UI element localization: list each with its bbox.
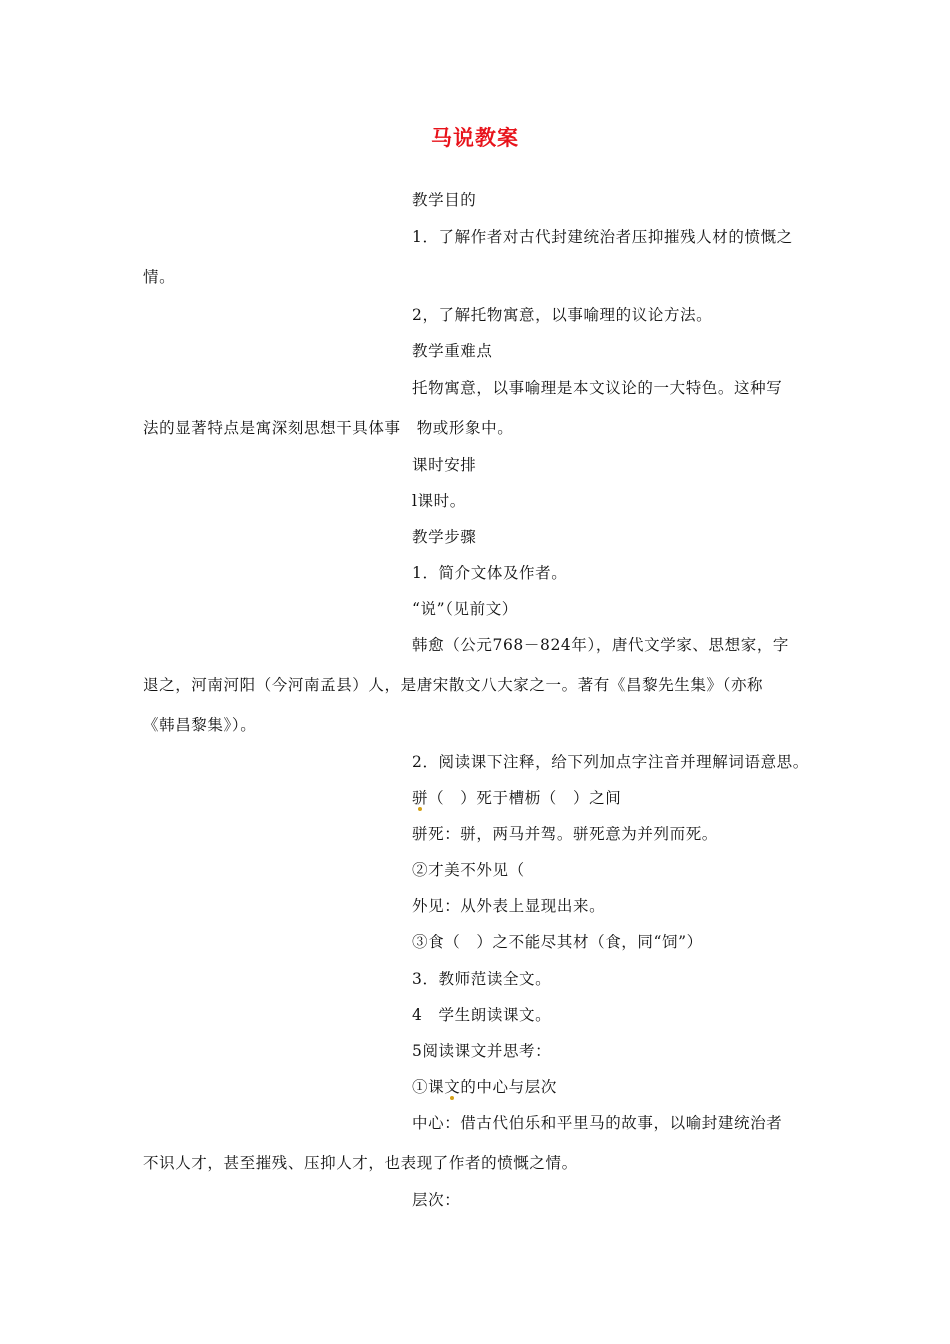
genre-note: “说”（见前文）	[412, 600, 518, 618]
key-points-line-2: 法的显著特点是寓深刻思想干具体事 物或形象中。	[143, 419, 514, 437]
center-idea-line-2: 不识人才，甚至摧残、压抑人才，也表现了作者的愤慨之情。	[143, 1154, 578, 1172]
heading-steps: 教学步骤	[412, 528, 477, 546]
vocab-item-1-explanation: 骈死：骈，两马并驾。骈死意为并列而死。	[412, 825, 718, 843]
key-points-line-1: 托物寓意，以事喻理是本文议论的一大特色。这种写	[412, 379, 783, 397]
author-intro-line-1: 韩愈（公元768－824年），唐代文学家、思想家，字	[412, 636, 790, 654]
document-title: 马说教案	[431, 126, 519, 150]
emphasis-dot	[418, 807, 422, 811]
vocab-item-3: ③食（ ）之不能尽其材（食，同“饲”）	[412, 933, 703, 951]
structure-heading: 层次：	[412, 1191, 461, 1209]
author-intro-line-2: 退之，河南河阳（今河南孟县）人，是唐宋散文八大家之一。著有《昌黎先生集》（亦称	[143, 676, 764, 694]
goal-2: 2，了解托物寓意，以事喻理的议论方法。	[412, 306, 713, 324]
heading-teaching-goals: 教学目的	[412, 191, 477, 209]
heading-schedule: 课时安排	[412, 456, 477, 474]
step-1: 1．简介文体及作者。	[412, 564, 568, 582]
emphasized-char	[412, 788, 428, 808]
vocab-item-2: ②才美不外见（	[412, 861, 525, 879]
emphasis-dot	[450, 1096, 454, 1100]
goal-1-line-2: 情。	[143, 268, 176, 286]
vocab-item-2-explanation: 外见：从外表上显现出来。	[412, 897, 606, 915]
question-1-rest: 的中心与层次	[460, 1078, 557, 1096]
vocab-item-1-rest: （ ）死于槽枥（ ）之间	[428, 789, 622, 807]
step-2: 2．阅读课下注释，给下列加点字注音并理解词语意思。	[412, 753, 809, 771]
heading-key-points: 教学重难点	[412, 342, 493, 360]
emphasized-char-text: 文	[444, 1078, 461, 1096]
goal-1-line-1: 1．了解作者对古代封建统治者压抑摧残人材的愤慨之	[412, 228, 793, 246]
center-idea-line-1: 中心：借古代伯乐和平里马的故事，以喻封建统治者	[412, 1114, 783, 1132]
author-intro-line-3: 《韩昌黎集》）。	[143, 716, 257, 734]
schedule-text: l课时。	[412, 492, 466, 510]
step-3: 3．教师范读全文。	[412, 970, 552, 988]
question-1	[412, 1077, 557, 1097]
emphasized-char-text: 骈	[412, 789, 429, 807]
step-4: 4 学生朗读课文。	[412, 1006, 552, 1024]
question-1-prefix: ①课	[412, 1078, 445, 1096]
emphasized-char	[444, 1077, 460, 1097]
vocab-item-1	[412, 788, 621, 808]
step-5: 5阅读课文并思考：	[412, 1042, 552, 1060]
